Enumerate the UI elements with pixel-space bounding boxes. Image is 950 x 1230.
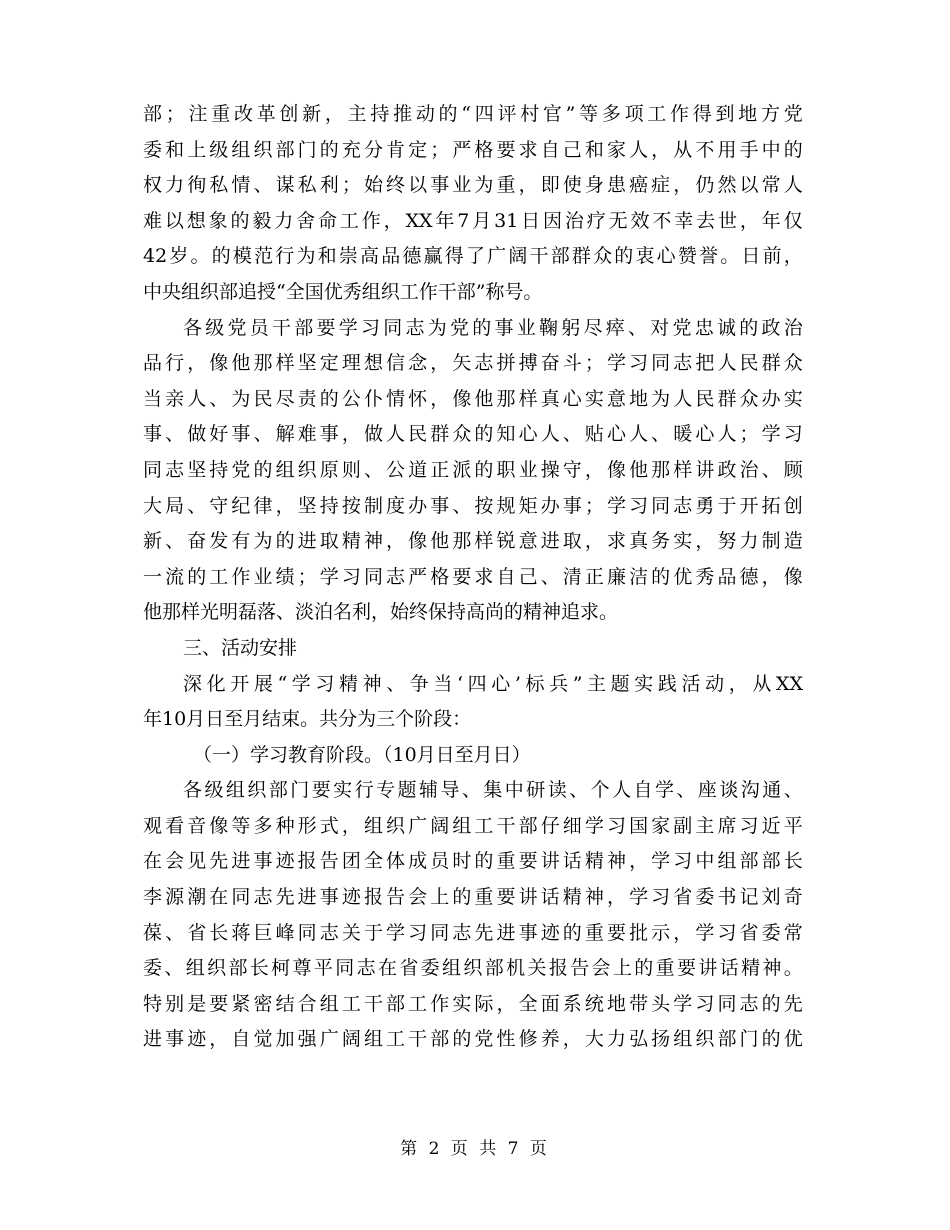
text-line: 委 、 组 织 部 长 柯 尊 平 同 志 在 省 委 组 织 部 机 关 报 告 会 上 的 重 要 讲 话 精 神 。 <box>143 957 803 980</box>
text-line: 各 级 组 织 部 门 要 实 行 专 题 辅 导 、 集 中 研 读 、 个 人 自 学 、 座 谈 沟 通 、 <box>183 779 803 802</box>
text-line: 三、活动安排 <box>183 636 298 659</box>
document-body <box>143 97 803 1058</box>
text-line: 委 和 上 级 组 织 部 门 的 充 分 肯 定 ； 严 格 要 求 自 己 和 家 人 ， 从 不 用 手 中 的 <box>143 138 803 161</box>
text-line: 中央组织部追授“全国优秀组织工作干部”称号。 <box>143 280 543 303</box>
text-line: 一 流 的 工 作 业 绩 ； 学 习 同 志 严 格 要 求 自 己 、 清 正 廉 洁 的 优 秀 品 德 ， 像 <box>143 565 803 588</box>
text-line: 品 行 ， 像 他 那 样 坚 定 理 想 信 念 ， 矢 志 拼 搏 奋 斗 ； 学 习 同 志 把 人 民 群 众 <box>143 352 803 375</box>
text-line: 进 事 迹 ， 自 觉 加 强 广 阔 组 工 干 部 的 党 性 修 养 ， 大 力 弘 扬 组 织 部 门 的 优 <box>143 1028 803 1051</box>
text-line: 新 、 奋 发 有 为 的 进 取 精 神 ， 像 他 那 样 锐 意 进 取 ， 求 真 务 实 ， 努 力 制 造 <box>143 530 803 553</box>
page-footer: 第 2 页 共 7 页 <box>400 1139 550 1159</box>
text-line: 各 级 党 员 干 部 要 学 习 同 志 为 党 的 事 业 鞠 躬 尽 瘁 、 对 党 忠 诚 的 政 治 <box>183 316 803 339</box>
text-line: 难 以 想 象 的 毅 力 舍 命 工 作 ， XX 年 7 月 31 日 因 治 疗 无 效 不 幸 去 世 ， 年 仅 <box>143 209 803 232</box>
text-line: 李 源 潮 在 同 志 先 进 事 迹 报 告 会 上 的 重 要 讲 话 精 神 ， 学 习 省 委 书 记 刘 奇 <box>143 886 803 909</box>
text-line: 大 局 、 守 纪 律 ， 坚 持 按 制 度 办 事 、 按 规 矩 办 事 ； 学 习 同 志 勇 于 开 拓 创 <box>143 494 803 517</box>
text-line: 葆 、 省 长 蒋 巨 峰 同 志 关 于 学 习 同 志 先 进 事 迹 的 重 要 批 示 ， 学 习 省 委 常 <box>143 921 803 944</box>
text-line: 他那样光明磊落、淡泊名利，始终保持高尚的精神追求。 <box>143 601 619 624</box>
text-line: 观 看 音 像 等 多 种 形 式 ， 组 织 广 阔 组 工 干 部 仔 细 学 习 国 家 副 主 席 习 近 平 <box>143 814 803 837</box>
text-line: 权 力 徇 私 情 、 谋 私 利 ； 始 终 以 事 业 为 重 ， 即 使 身 患 癌 症 ， 仍 然 以 常 人 <box>143 174 803 197</box>
text-line: 42 岁 。 的 模 范 行 为 和 崇 高 品 德 赢 得 了 广 阔 干 部 群 众 的 衷 心 赞 誉 。 日 前 ， <box>143 245 803 268</box>
text-line: 特 别 是 要 紧 密 结 合 组 工 干 部 工 作 实 际 ， 全 面 系 统 地 带 头 学 习 同 志 的 先 <box>143 992 803 1015</box>
text-line: 当 亲 人 、 为 民 尽 责 的 公 仆 情 怀 ， 像 他 那 样 真 心 实 意 地 为 人 民 群 众 办 实 <box>143 387 803 410</box>
text-line: 在 会 见 先 进 事 迹 报 告 团 全 体 成 员 时 的 重 要 讲 话 精 神 ， 学 习 中 组 部 部 长 <box>143 850 803 873</box>
text-line: 部 ； 注 重 改 革 创 新 ， 主 持 推 动 的 “ 四 评 村 官 ” 等 多 项 工 作 得 到 地 方 党 <box>143 103 803 125</box>
text-line: 年10月日至月结束。共分为三个阶段： <box>143 708 472 731</box>
text-line: 同 志 坚 持 党 的 组 织 原 则 、 公 道 正 派 的 职 业 操 守 ， 像 他 那 样 讲 政 治 、 顾 <box>143 458 803 481</box>
text-line: （一）学习教育阶段。（10月日至月日） <box>193 743 531 766</box>
text-line: 深 化 开 展 “ 学 习 精 神 、 争 当 ‘ 四 心 ’ 标 兵 ” 主 题 实 践 活 动 ， 从 XX <box>183 672 803 695</box>
text-line: 事 、 做 好 事 、 解 难 事 ， 做 人 民 群 众 的 知 心 人 、 贴 心 人 、 暖 心 人 ； 学 习 <box>143 423 803 446</box>
